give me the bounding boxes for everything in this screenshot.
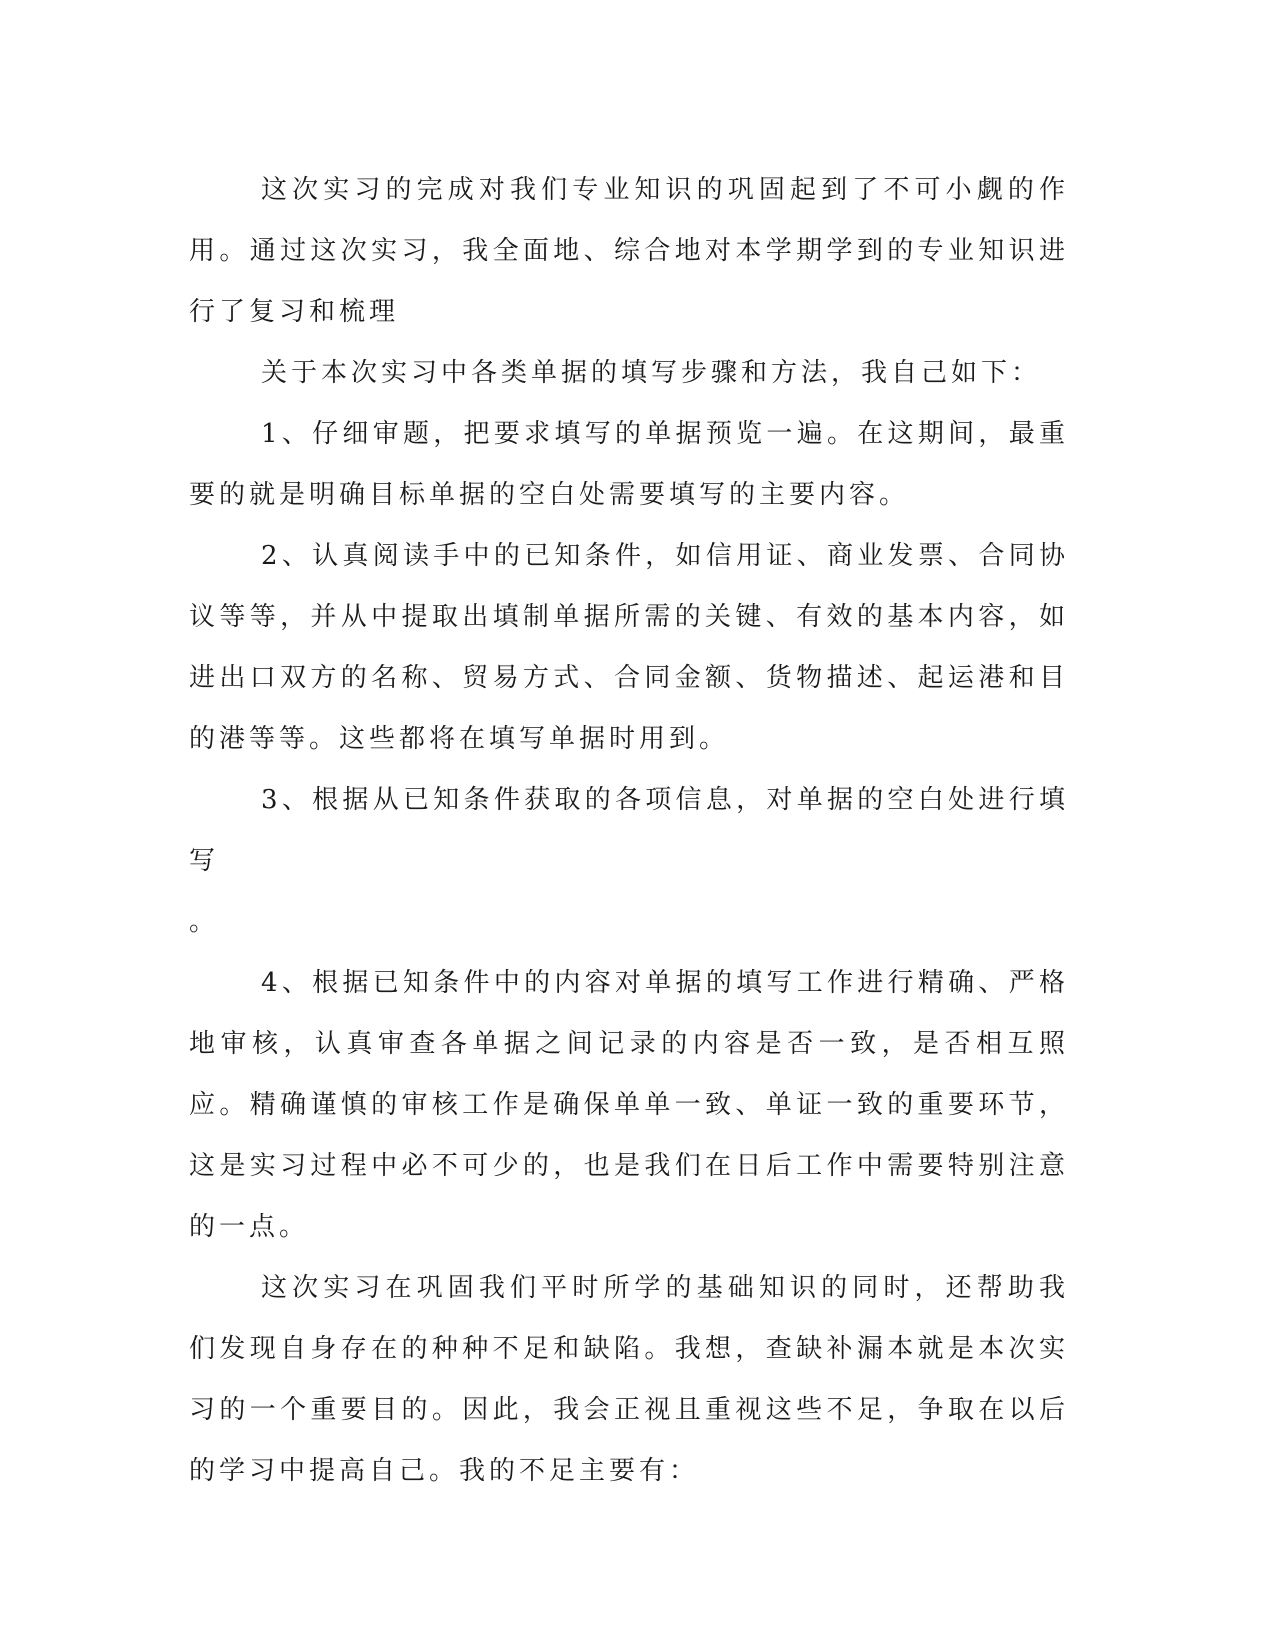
- paragraph-step-3: 3、根据从已知条件获取的各项信息，对单据的空白处进行填写: [189, 785, 1069, 876]
- document-body: [189, 160, 1069, 1502]
- paragraph-internship-summary: 这次实习的完成对我们专业知识的巩固起到了不可小觑的作用。通过这次实习，我全面地、综合地对本学期学到的专业知识进行了复习和梳理: [189, 175, 1069, 327]
- paragraph-step-4: 4、根据已知条件中的内容对单据的填写工作进行精确、严格地审核，认真审查各单据之间记录的内容是否一致，是否相互照应。精确谨慎的审核工作是确保单单一致、单证一致的重要环节，这是实习过程中必不可少的，也是我们在日后工作中需要特别注意的一点。: [189, 968, 1069, 1242]
- paragraph-filling-methods-intro: 关于本次实习中各类单据的填写步骤和方法，我自己如下：: [261, 358, 1042, 388]
- paragraph-step-1: 1、仔细审题，把要求填写的单据预览一遍。在这期间，最重要的就是明确目标单据的空白处需要填写的主要内容。: [189, 419, 1069, 510]
- paragraph-shortcomings-intro: 这次实习在巩固我们平时所学的基础知识的同时，还帮助我们发现自身存在的种种不足和缺陷。我想，查缺补漏本就是本次实习的一个重要目的。因此，我会正视且重视这些不足，争取在以后的学习中提高自己。我的不足主要有：: [189, 1273, 1069, 1486]
- paragraph-step-3-period: 。: [189, 907, 220, 937]
- paragraph-step-2: 2、认真阅读手中的已知条件，如信用证、商业发票、合同协议等等，并从中提取出填制单据所需的关键、有效的基本内容，如进出口双方的名称、贸易方式、合同金额、货物描述、起运港和目的港等等。这些都将在填写单据时用到。: [189, 541, 1069, 754]
